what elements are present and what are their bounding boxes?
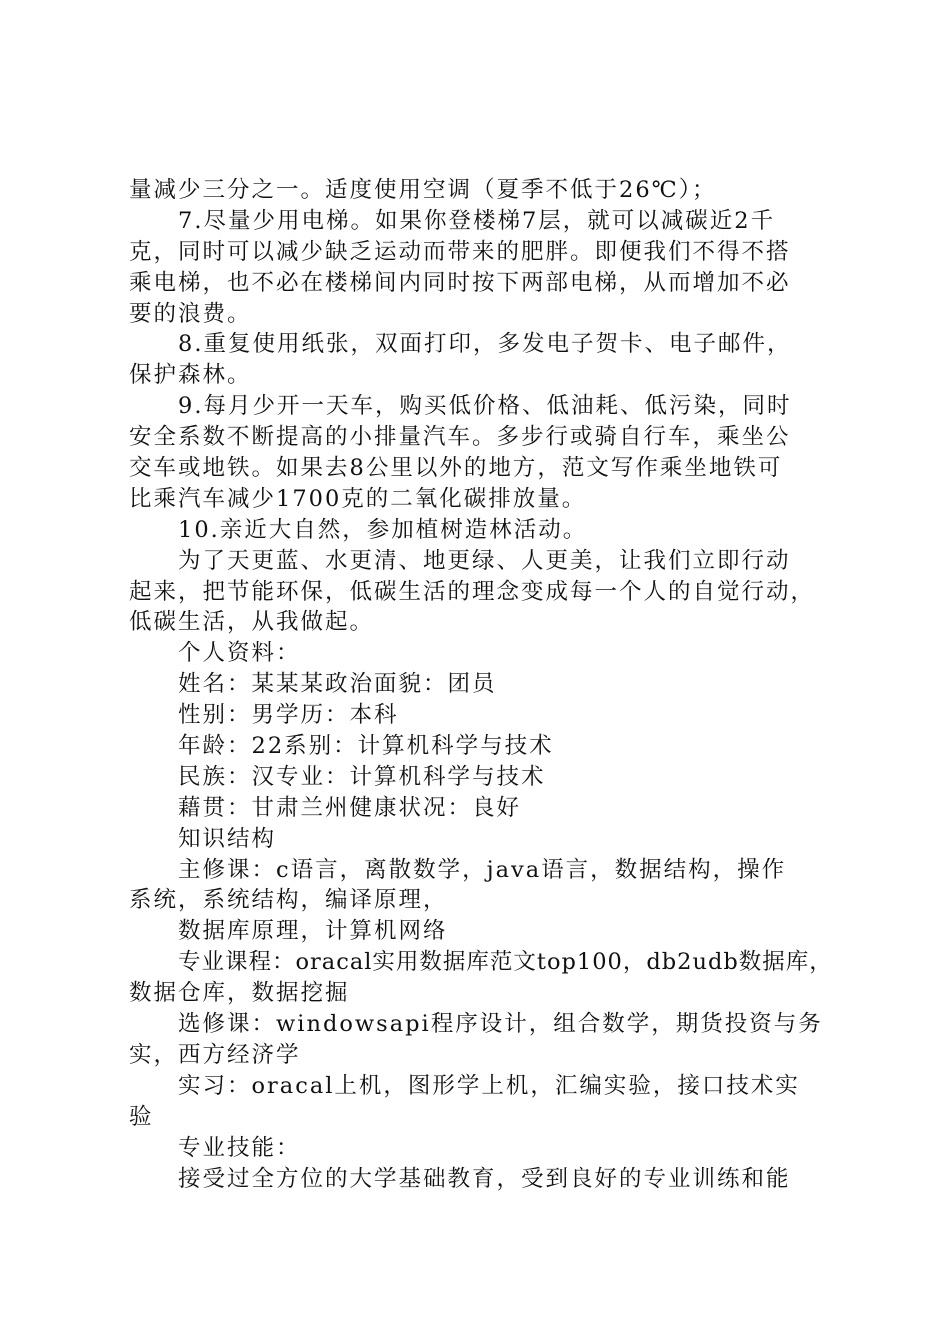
text-line: 实，西方经济学	[129, 1041, 301, 1068]
text-line: 性别：男学历：本科	[178, 702, 399, 729]
text-line: 数据库原理，计算机网络	[178, 918, 448, 945]
text-line: 年龄：22系别：计算机科学与技术	[178, 733, 554, 760]
text-line: 7.尽量少用电梯。如果你登楼梯7层，就可以减碳近2千	[178, 207, 776, 234]
text-line: 主修课：c语言，离散数学，java语言，数据结构，操作	[178, 856, 787, 883]
text-line: 交车或地铁。如果去8公里以外的地方，范文写作乘坐地铁可	[129, 455, 783, 482]
text-line: 乘电梯，也不必在楼梯间内同时按下两部电梯，从而增加不必	[129, 269, 791, 296]
text-line: 克，同时可以减少缺乏运动而带来的肥胖。即便我们不得不搭	[129, 238, 791, 265]
text-line: 接受过全方位的大学基础教育，受到良好的专业训练和能	[178, 1165, 791, 1192]
text-line: 安全系数不断提高的小排量汽车。多步行或骑自行车，乘坐公	[129, 424, 791, 451]
text-line: 知识结构	[178, 825, 277, 852]
text-line: 9.每月少开一天车，购买低价格、低油耗、低污染，同时	[178, 393, 792, 420]
text-line: 系统，系统结构，编译原理，	[129, 887, 448, 914]
text-line: 量减少三分之一。适度使用空调（夏季不低于26℃）；	[129, 177, 717, 203]
text-line: 要的浪费。	[129, 300, 252, 327]
text-line: 验	[129, 1103, 154, 1130]
text-line: 8.重复使用纸张，双面打印，多发电子贺卡、电子邮件，	[178, 331, 792, 358]
text-line: 10.亲近大自然，参加植树造林活动。	[178, 516, 588, 543]
text-line: 专业课程：oracal实用数据库范文top100，db2udb数据库，	[178, 949, 833, 976]
text-line: 低碳生活，从我做起。	[129, 609, 375, 636]
document-body	[129, 175, 839, 1194]
text-line: 专业技能：	[178, 1134, 301, 1161]
text-line: 比乘汽车减少1700克的二氧化碳排放量。	[129, 485, 587, 512]
text-line: 姓名：某某某政治面貌：团员	[178, 671, 497, 698]
text-line: 民族：汉专业：计算机科学与技术	[178, 763, 546, 790]
text-line: 藉贯：甘肃兰州健康状况：良好	[178, 794, 522, 821]
text-line: 起来，把节能环保，低碳生活的理念变成每一个人的自觉行动，	[129, 578, 816, 605]
text-line: 数据仓库，数据挖掘	[129, 980, 350, 1007]
text-line: 实习：oracal上机，图形学上机，汇编实验，接口技术实	[178, 1072, 800, 1099]
text-line: 选修课：windowsapi程序设计，组合数学，期货投资与务	[178, 1011, 823, 1038]
text-line: 为了天更蓝、水更清、地更绿、人更美，让我们立即行动	[178, 547, 791, 574]
text-line: 个人资料：	[178, 640, 301, 667]
text-line: 保护森林。	[129, 362, 252, 389]
